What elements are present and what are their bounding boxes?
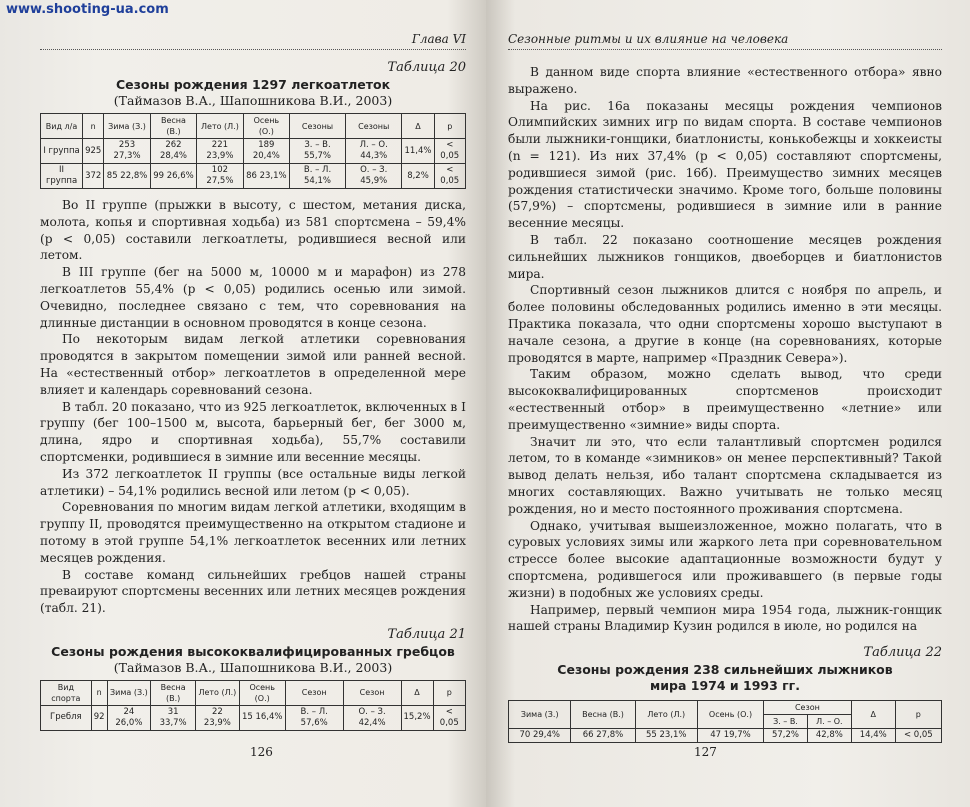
table-cell: Гребля [41, 705, 92, 730]
table-header-cell: p [433, 680, 465, 705]
table-header-row [509, 701, 942, 715]
table-cell: 102 27,5% [197, 164, 243, 189]
running-head-right: Сезонные ритмы и их влияние на человека [508, 32, 942, 50]
table-cell: II группа [41, 164, 83, 189]
table-header-cell: Вид л/а [41, 114, 83, 139]
paragraph: Значит ли это, что если талантливый спортсмен родился летом, то в команде «зимников» он менее перспективный? Такой вывод делать нельзя, ибо талант спортсмена складывается из многих составляющих. Важно учитывать не только месяц рождения, но и место постоянного проживания спортсмена. [508, 434, 942, 516]
table-cell: О. – З. 42,4% [343, 705, 401, 730]
table-cell: 372 [83, 164, 104, 189]
paragraph: В составе команд сильнейших гребцов нашей страны преваируют спортсмены весенних или летних месяцев рождения (табл. 21). [40, 567, 466, 616]
table21-label: Таблица 21 [387, 626, 466, 642]
table-row [41, 705, 466, 730]
table-cell: Л. – О. 44,3% [345, 139, 402, 164]
table-header-cell: Лето (Л.) [635, 701, 697, 729]
table-header-cell: Лето (Л.) [197, 114, 243, 139]
paragraph: Соревнования по многим видам легкой атлетики, входящим в группу II, проводятся преимущественно на открытом стадионе и потому в этой группе 54,1% легкоатлеток весенних или летних месяцев рождения. [40, 500, 466, 565]
table-cell: I группа [41, 139, 83, 164]
table-cell: 22 23,9% [196, 705, 240, 730]
paragraph: В табл. 22 показано соотношение месяцев рождения сильнейших лыжников гонщиков, двоеборцев и биатлонистов мира. [508, 232, 942, 281]
paragraph: В табл. 20 показано, что из 925 легкоатлеток, включенных в I группу (бег 100–1500 м, высота, барьерный бег, бег 3000 м, длина, ядро и спортивная ходьба), 55,7% составили спортсменки, родившиеся в зимние или весенние месяцы. [40, 399, 466, 464]
table-cell: З. – В. 55,7% [290, 139, 346, 164]
table-cell: 70 29,4% [509, 729, 571, 743]
table22-label: Таблица 22 [863, 645, 942, 661]
paragraph: На рис. 16а показаны месяцы рождения чемпионов Олимпийских зимних игр по видам спорта. В составе чемпионов были лыжники-гонщики, биатлонисты, конькобежцы и хоккеисты (n = 121). Из них 37,4% (p < 0,05) составляют спортсмены, родившиеся зимой (рис. 16б). Преимущество зимних месяцев рождения статистически значимо. Кроме того, больше половины (57,9%) – спортсмены, родившиеся в зимние или в ранние весенние месяцы. [508, 98, 942, 231]
table-cell: О. – З. 45,9% [345, 164, 402, 189]
table21-subtitle: (Таймазов В.А., Шапошникова В.И., 2003) [113, 659, 393, 675]
table-header-cell: Осень (О.) [243, 114, 289, 139]
table-cell: 15,2% [401, 705, 433, 730]
right-page [486, 0, 970, 807]
table-header-cell: n [83, 114, 104, 139]
table20-title: Сезоны рождения 1297 легкоатлеток [115, 77, 391, 92]
table-row [509, 729, 942, 743]
table-cell: 262 28,4% [150, 139, 196, 164]
page-number-right: 127 [694, 745, 717, 759]
table-cell: 925 [83, 139, 104, 164]
table20-subtitle: (Таймазов В.А., Шапошникова В.И., 2003) [113, 93, 393, 108]
table-header-cell: Сезоны [290, 114, 346, 139]
watermark: www.shooting-ua.com [6, 2, 169, 17]
paragraph: Во II группе (прыжки в высоту, с шестом, метания диска, молота, копья и спортивная ходьба) из 581 спортсмена – 59,4% (p < 0,05) составили легкоатлеты, родившиеся весной или летом. [40, 198, 466, 263]
table-cell: 92 [91, 705, 107, 730]
table-header-cell: Сезон [764, 701, 852, 715]
table-header-cell: p [434, 114, 466, 139]
table-cell: 15 16,4% [239, 705, 285, 730]
table-header-cell: p [895, 701, 941, 729]
table-header-cell: Весна (В.) [571, 701, 635, 729]
table-cell: 31 33,7% [151, 705, 196, 730]
table-cell: 14,4% [851, 729, 895, 743]
table-header-cell: Осень (О.) [697, 701, 763, 729]
table-header-cell: Лето (Л.) [196, 680, 240, 705]
paragraph: В III группе (бег на 5000 м, 10000 м и марафон) из 278 легкоатлетов 55,4% (p < 0,05) родились осенью или зимой. Очевидно, последнее связано с тем, что соревнования на длинные дистанции в основном проводятся в конце сезона. [40, 265, 466, 330]
table-header-cell: Δ [402, 114, 434, 139]
paragraph: Например, первый чемпион мира 1954 года, лыжник-гонщик нашей страны Владимир Кузин родился в июле, но родился на [508, 602, 942, 634]
table-cell: < 0,05 [895, 729, 941, 743]
paragraph: Однако, учитывая вышеизложенное, можно полагать, что в суровых условиях зимы или жаркого лета при соревновательном стрессе более высокие адаптационные возможности будут у спортсмена, родившегося или проживавшего (в первые годы жизни) в подобных же условиях среды. [508, 518, 942, 600]
table-cell: В. – Л. 57,6% [285, 705, 343, 730]
table-cell: 11,4% [402, 139, 434, 164]
table-header-cell: Л. – О. [807, 715, 851, 729]
table-header-cell: Осень (О.) [239, 680, 285, 705]
table20 [40, 113, 466, 189]
table-cell: 189 20,4% [243, 139, 289, 164]
table-header-cell: Сезон [343, 680, 401, 705]
table-cell: 86 23,1% [243, 164, 289, 189]
table-cell: 253 27,3% [104, 139, 150, 164]
running-head-left: Глава VI [40, 32, 466, 50]
table-header-row [41, 680, 466, 705]
table-header-row [41, 114, 466, 139]
table-cell: 66 27,8% [571, 729, 635, 743]
table-cell: В. – Л. 54,1% [290, 164, 346, 189]
paragraph: Таким образом, можно сделать вывод, что среди высококвалифицированных спортсменов происходит «естественный отбор» в преимущественно «летние» или преимущественно «зимние» виды спорта. [508, 367, 942, 432]
paragraph: Спортивный сезон лыжников длится с ноября по апрель, и более половины обследованных родились именно в эти месяцы. Практика показала, что одни спортсмены хорошо выступают в начале сезона, а другие в конце (на соревнованиях, которые проводятся в марте, например «Праздник Севера»). [508, 283, 942, 365]
table-cell: 55 23,1% [635, 729, 697, 743]
table-cell: 24 26,0% [107, 705, 151, 730]
table22-title: Сезоны рождения 238 сильнейших лыжников мира 1974 и 1993 гг. [557, 662, 893, 694]
paragraph: По некоторым видам легкой атлетики соревнования проводятся в закрытом помещении зимой или ранней весной. На «естественный отбор» легкоатлетов в определенной мере влияет и календарь соревнований сезона. [40, 332, 466, 397]
table-header-cell: Зима (З.) [104, 114, 150, 139]
table-header-cell: Весна (В.) [151, 680, 196, 705]
table-header-cell: Зима (З.) [509, 701, 571, 729]
table-cell: 8,2% [402, 164, 434, 189]
table-header-cell: Сезоны [345, 114, 402, 139]
table-header-cell: Δ [401, 680, 433, 705]
paragraph: В данном виде спорта влияние «естественного отбора» явно выражено. [508, 65, 942, 96]
table21 [40, 680, 466, 731]
table-cell: < 0,05 [434, 139, 466, 164]
table-row [41, 164, 466, 189]
table-cell: 47 19,7% [697, 729, 763, 743]
table-header-cell: З. – В. [764, 715, 808, 729]
page-number-left: 126 [250, 745, 273, 759]
table-header-cell: Вид спорта [41, 680, 92, 705]
table-header-cell: n [91, 680, 107, 705]
table-cell: 42,8% [807, 729, 851, 743]
table-cell: 221 23,9% [197, 139, 243, 164]
table-header-cell: Сезон [285, 680, 343, 705]
table-header-cell: Зима (З.) [107, 680, 151, 705]
paragraph: Из 372 легкоатлеток II группы (все остальные виды легкой атлетики) – 54,1% родились весной или летом (p < 0,05). [40, 466, 466, 498]
table-cell: 99 26,6% [150, 164, 196, 189]
table-cell: 57,2% [764, 729, 808, 743]
table21-title: Сезоны рождения высококвалифицированных гребцов [51, 643, 455, 659]
table-cell: < 0,05 [434, 164, 466, 189]
table-header-cell: Весна (В.) [150, 114, 196, 139]
table22 [508, 700, 942, 743]
table-cell: 85 22,8% [104, 164, 150, 189]
table-cell: < 0,05 [433, 705, 465, 730]
table20-label: Таблица 20 [387, 60, 466, 75]
table-row [41, 139, 466, 164]
table-header-cell: Δ [851, 701, 895, 729]
